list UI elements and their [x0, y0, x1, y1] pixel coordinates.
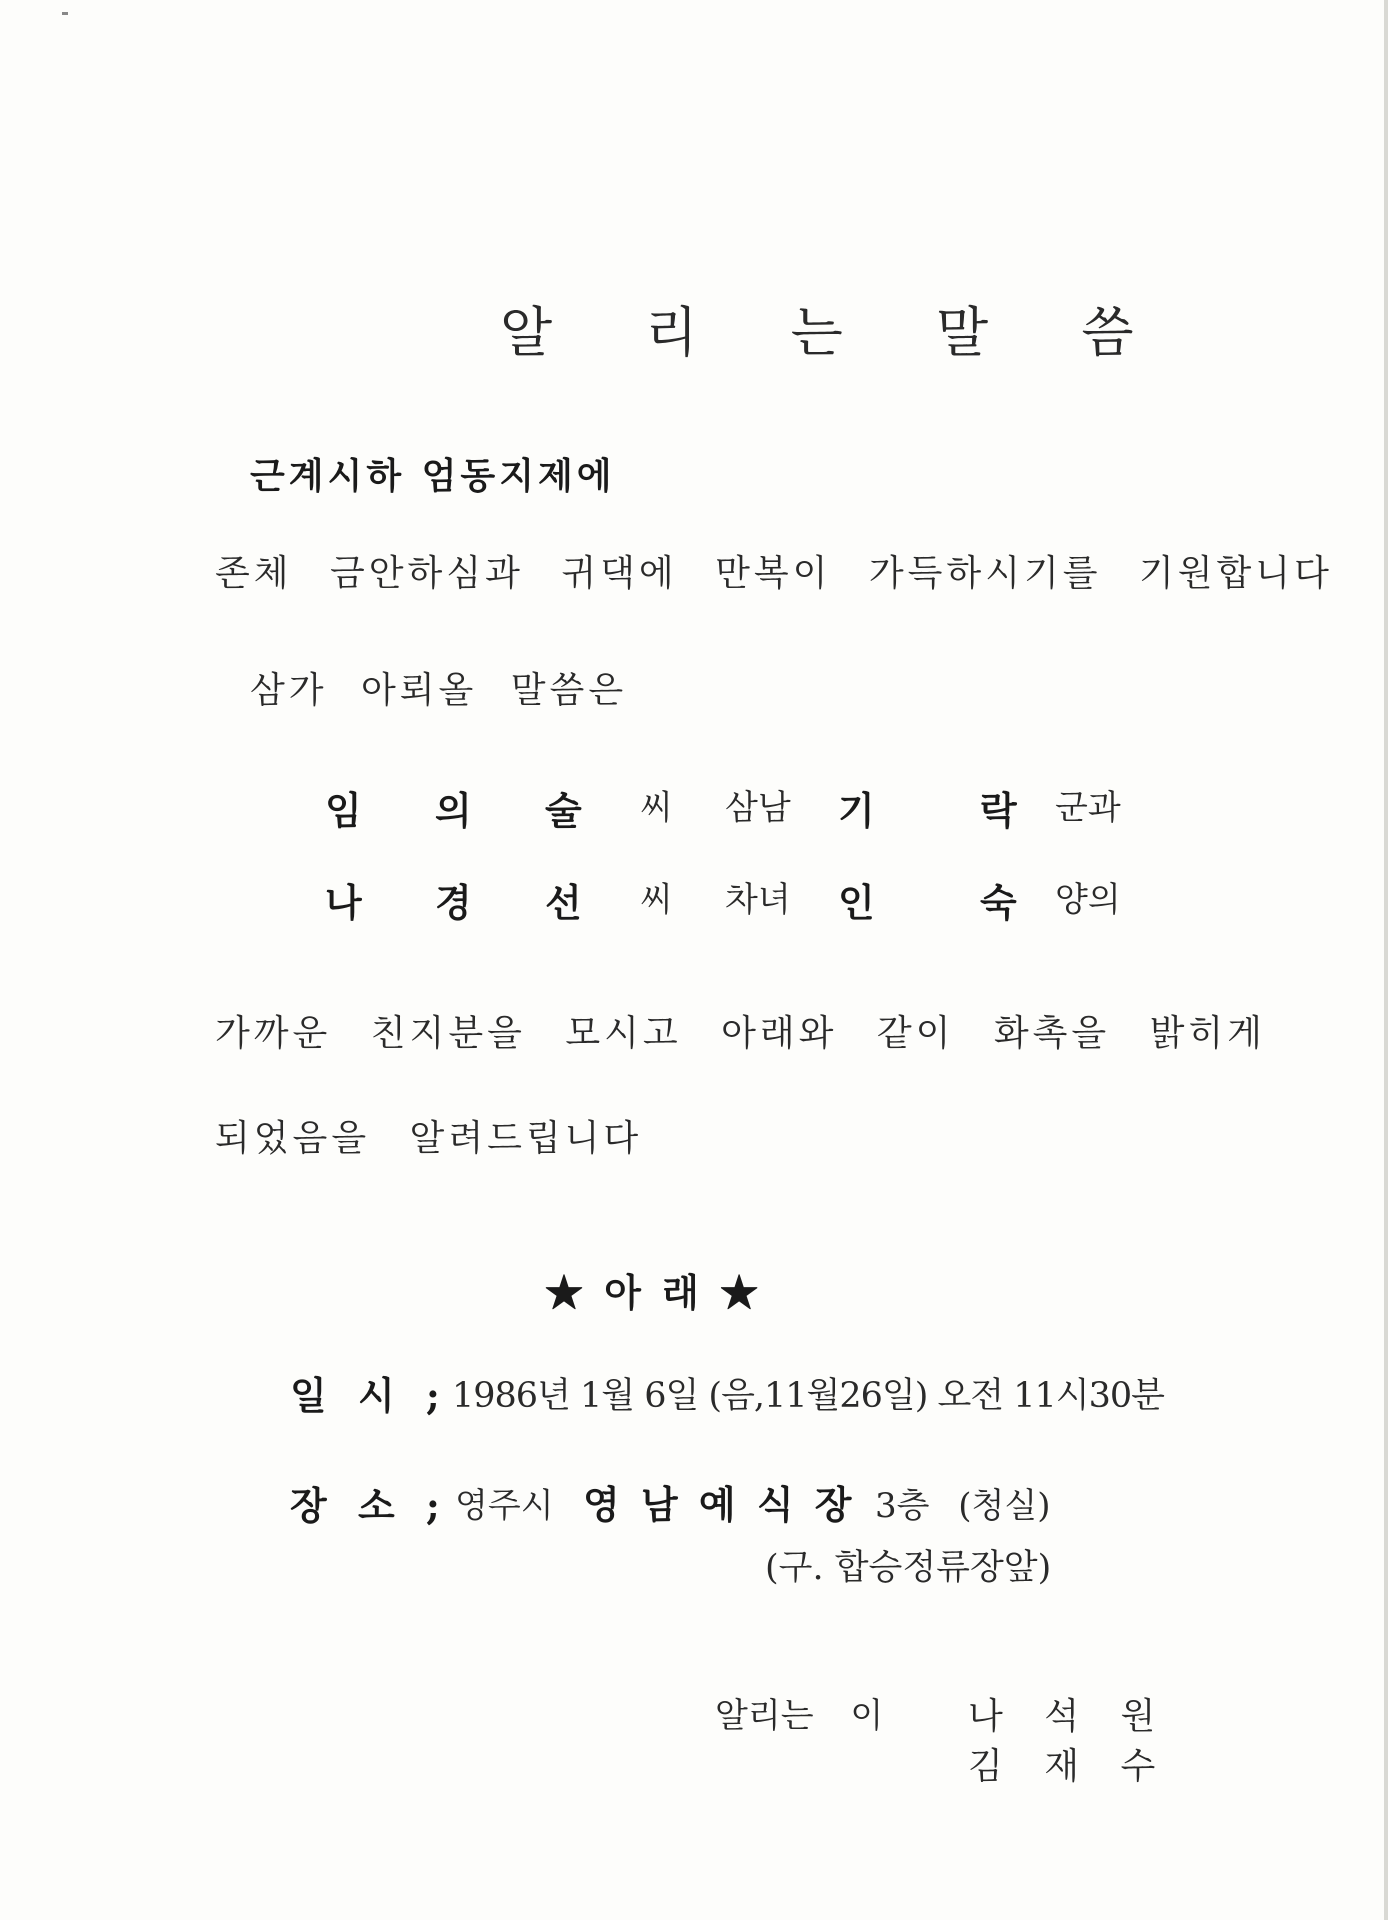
announcer-name-1: 나 석 원 [968, 1696, 1156, 1737]
bride-name-char-2: 숙 [980, 880, 1017, 925]
below-heading: ★ 아 래 ★ [545, 1270, 759, 1315]
place-city: 영주시 [455, 1486, 554, 1526]
bride-father-char-1: 나 [325, 880, 362, 925]
announcer-name-2: 김 재 수 [968, 1746, 1156, 1787]
datetime-value: 1986년 1월 6일 (음,11월26일) 오전 11시30분 [452, 1376, 1164, 1416]
bride-suffix: 양의 [1055, 880, 1121, 920]
groom-relation: 삼남 [725, 788, 791, 828]
place-note: (구. 합승정류장앞) [765, 1548, 1052, 1588]
groom-father-char-1: 임 [325, 788, 362, 833]
place-venue: 영 남 예 식 장 [583, 1482, 856, 1527]
announcer-label: 알리는 이 [715, 1696, 884, 1736]
greeting-line-1: 근계시하 엄동지제에 [250, 455, 616, 497]
bride-father-char-3: 선 [545, 880, 582, 925]
groom-row [0, 780, 1388, 833]
groom-father-char-2: 의 [435, 788, 472, 833]
groom-honorific: 씨 [640, 788, 673, 828]
document-title: 알 리 는 말 씀 [500, 301, 1172, 364]
greeting-line-2: 존체 금안하심과 귀댁에 만복이 가득하시기를 기원합니다 [215, 553, 1333, 594]
bride-honorific: 씨 [640, 880, 673, 920]
groom-suffix: 군과 [1055, 788, 1121, 828]
place-label: 장 소 ; [290, 1483, 440, 1528]
datetime-label: 일 시 ; [290, 1373, 440, 1418]
bride-father-char-2: 경 [435, 880, 472, 925]
groom-father-char-3: 술 [545, 788, 582, 833]
intro-line: 삼가 아뢰올 말씀은 [250, 670, 628, 711]
body-line-2: 되었음을 알려드립니다 [215, 1118, 643, 1159]
scan-speck [62, 12, 68, 15]
place-floor: 3층 (청실) [875, 1486, 1051, 1526]
body-line-1: 가까운 친지분을 모시고 아래와 같이 화촉을 밝히게 [215, 1013, 1266, 1054]
page-edge [1384, 0, 1388, 1920]
groom-name-char-1: 기 [838, 788, 875, 833]
bride-relation: 차녀 [725, 880, 791, 920]
groom-name-char-2: 락 [980, 788, 1017, 833]
bride-name-char-1: 인 [838, 880, 875, 925]
bride-row [0, 872, 1388, 925]
